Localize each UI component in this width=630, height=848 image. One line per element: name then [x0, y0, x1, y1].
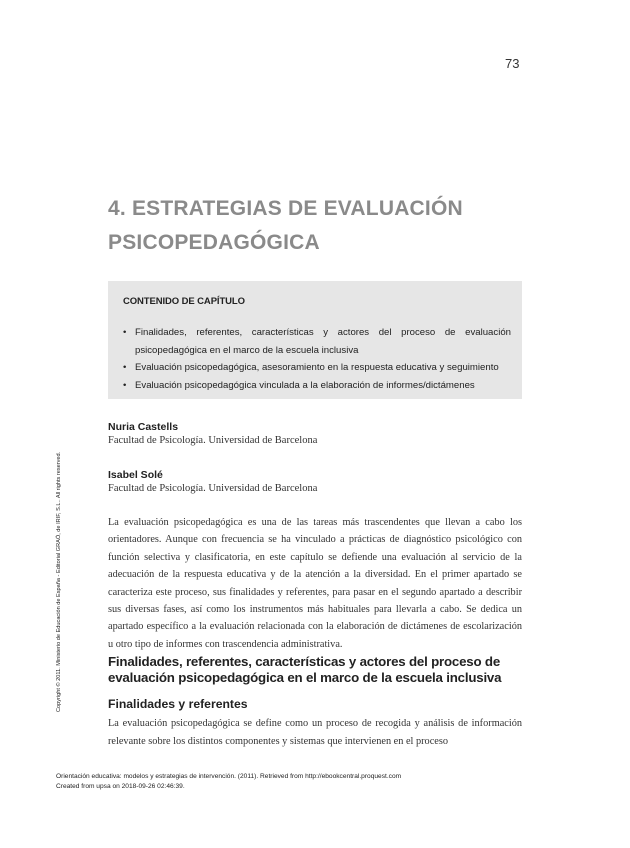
- author-affiliation: Facultad de Psicología. Universidad de Barcelona: [108, 435, 318, 446]
- contents-item-text: Finalidades, referentes, características y actores del proceso de evaluación psicopedagógica en el marco de la escuela inclusiva: [135, 327, 511, 356]
- footer-created-line: Created from upsa on 2018-09-26 02:46:39.: [56, 783, 185, 790]
- author-block: [108, 421, 317, 446]
- contents-item: [123, 359, 511, 377]
- bullet-icon: •: [123, 327, 127, 338]
- section-heading: Finalidades, referentes, características y actores del proceso de evaluación psicopedagógica en el marco de la escuela inclusiva: [108, 654, 502, 685]
- contents-item: [123, 324, 511, 359]
- author-name: Nuria Castells: [108, 421, 179, 433]
- page-footer: [56, 772, 401, 792]
- contents-list: [123, 324, 511, 394]
- contents-heading: CONTENIDO DE CAPÍTULO: [123, 296, 245, 307]
- author-name: Isabel Solé: [108, 469, 163, 481]
- footer-source-line: Orientación educativa: modelos y estrategias de intervención. (2011). Retrieved from http://ebookcentral.proquest.com: [56, 773, 402, 780]
- contents-item-text: Evaluación psicopedagógica vinculada a la elaboración de informes/dictámenes: [135, 379, 475, 391]
- side-copyright-notice: Copyright © 2011. Ministerio de Educación de España - Editorial GRAÓ, de IRIF, S.L.. All rights reserved.: [56, 451, 62, 712]
- contents-item: [123, 377, 511, 395]
- author-block: [108, 469, 317, 494]
- chapter-title: 4. ESTRATEGIAS DE EVALUACIÓN PSICOPEDAGÓGICA: [108, 197, 463, 254]
- page-number: 73: [505, 56, 520, 71]
- subsection-heading: Finalidades y referentes: [108, 697, 248, 711]
- contents-item-text: Evaluación psicopedagógica, asesoramiento en la respuesta educativa y seguimiento: [135, 362, 499, 373]
- author-affiliation: Facultad de Psicología. Universidad de Barcelona: [108, 483, 318, 494]
- bullet-icon: •: [123, 379, 127, 391]
- intro-paragraph: La evaluación psicopedagógica es una de las tareas más trascendentes que llevan a cabo los orientadores. Aunque con frecuencia se ha vinculado a prácticas de diagnóstico psicológico con función selectiva y clasificatoria, en este capítulo se defiende una evaluación al servicio de la adecuación de la respuesta educativa y de la atención a la diversidad. En el primer apartado se caracteriza este proceso, sus finalidades y referentes, para pasar en el segundo apartado a describir sus diversas fases, así como los instrumentos más habituales para llevarla a cabo. Se dedica un apartado específico a la evaluación relacionada con la elaboración de dictámenes de escolarización u otro tipo de informes con trascendencia administrativa.: [108, 517, 522, 650]
- body-paragraph: La evaluación psicopedagógica se define como un proceso de recogida y análisis de información relevante sobre los distintos componentes y sistemas que intervienen en el proceso: [108, 718, 522, 747]
- bullet-icon: •: [123, 362, 127, 373]
